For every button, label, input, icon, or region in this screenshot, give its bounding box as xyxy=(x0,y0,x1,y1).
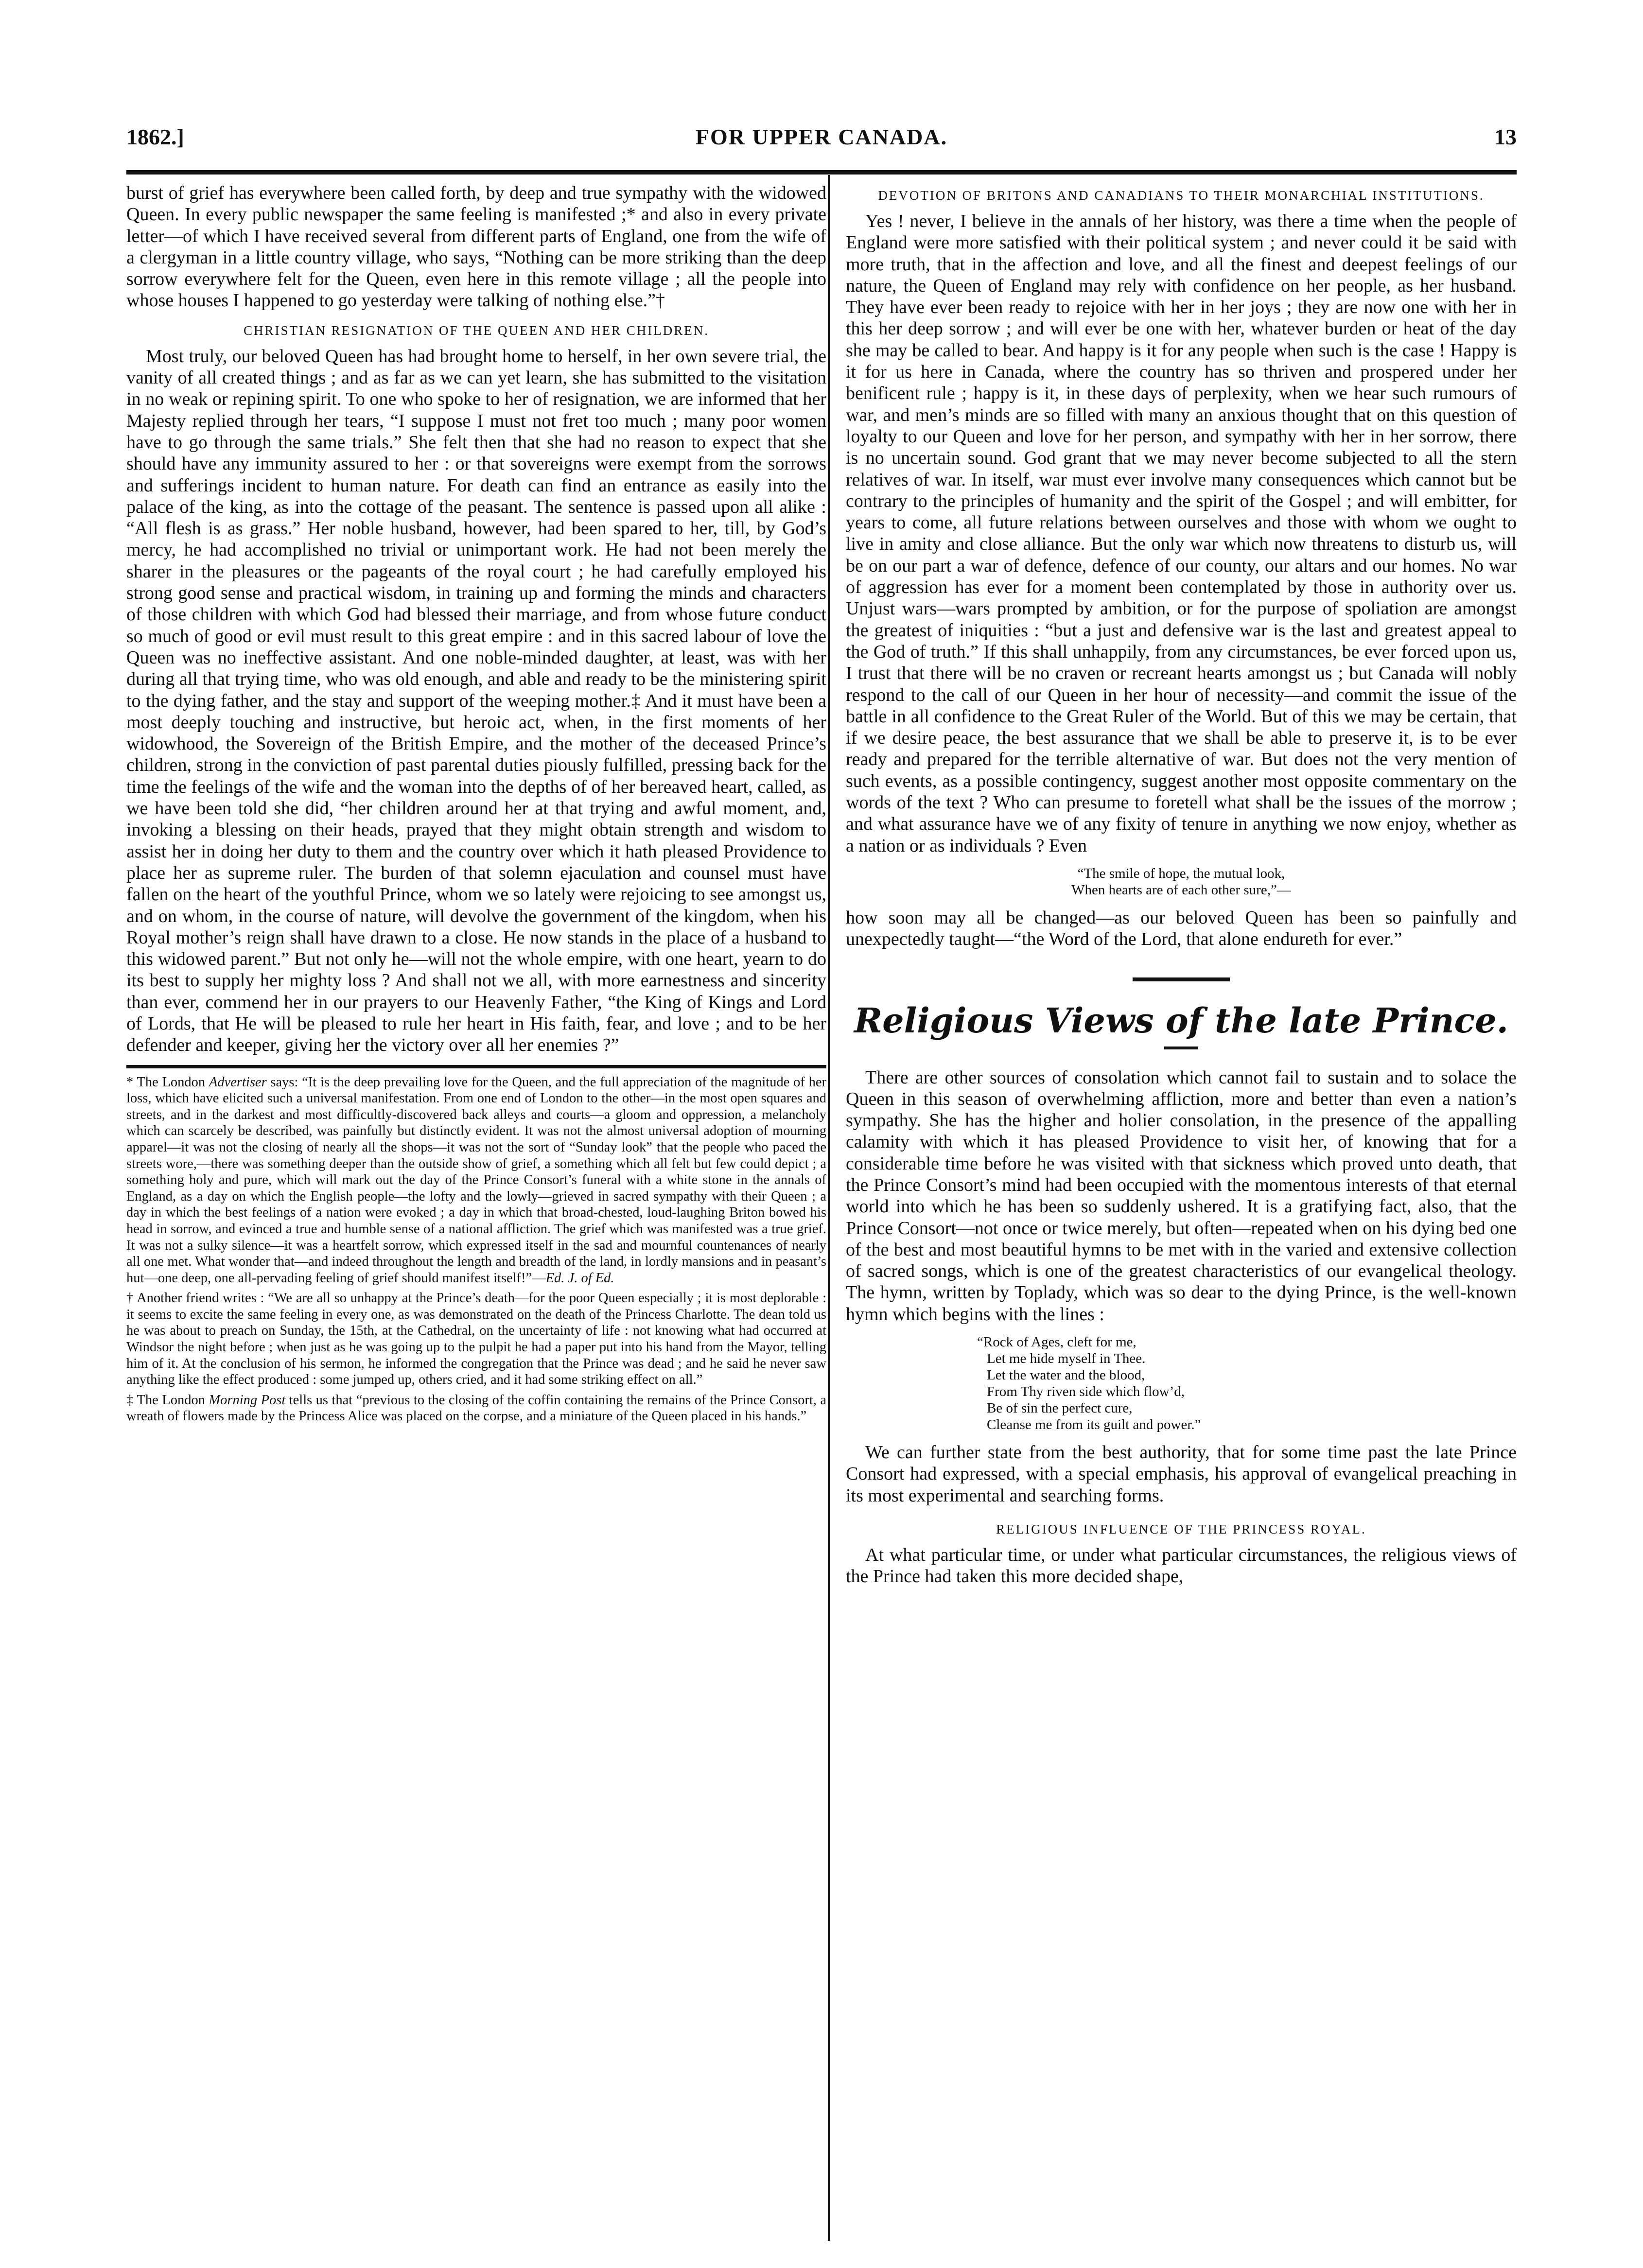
footnote-advertiser-credit: Ed. J. of Ed. xyxy=(545,1270,614,1286)
running-head xyxy=(126,124,1517,163)
footnote-morning-post-source: Morning Post xyxy=(209,1392,286,1408)
page-number: 13 xyxy=(1494,124,1517,149)
subhead-princess-royal: RELIGIOUS INFLUENCE OF THE PRINCESS ROYAL. xyxy=(996,1521,1366,1536)
column-divider xyxy=(828,175,830,2241)
hymn-line: Be of sin the perfect cure, xyxy=(987,1400,1133,1416)
right-column xyxy=(846,182,1517,1588)
header-rule xyxy=(126,170,1517,174)
footnote-morning-post-pre: ‡ The London xyxy=(126,1392,209,1408)
footnote-advertiser-source: Advertiser xyxy=(209,1074,267,1090)
footnote-advertiser-body: says: “It is the deep prevailing love for the Queen, and the full appreciation of the magnitude of her loss, which have elicited such a universal manifestation. From one end of London to the other—in the most open squares and streets, and in the darkest and most difficultly-discovered back alleys and courts—a gloom and oppression, a melancholy which can scarcely be described, was painfully but distinctly evident. It was not the almost universal adoption of mourning apparel—it was not the closing of nearly all the shops—it was not the sort of “Sunday look” that the people who paced the streets wore,—there was something deeper than the outside show of grief, a something which all felt but few could depict ; a something holy and pure, which will mark out the day of the Prince Consort’s funeral with a white stone in the annals of England, as a day on which the English people—the lofty and the lowly—grieved in sacred sympathy with their Queen ; a day in which the best feelings of a nation were evoked ; a day in which that broad-chested, loud-laughing Briton bowed his head in sorrow, and evinced a true and humble sense of a national affliction. The grief which was manifested was a true grief. It was not a sulky silence—it was a heartfelt sorrow, which expressed itself in the sad and mournful countenances of nearly all one met. What wonder that—and indeed throughout the length and breadth of the land, in lordly mansions and in peasant’s hut—one deep, one all-pervading feeling of grief should manifest itself!”— xyxy=(126,1074,826,1286)
hymn-line: Let the water and the blood, xyxy=(987,1367,1145,1383)
paragraph-consolation: There are other sources of consolation which cannot fail to sustain and to solace the Queen in this season of overwhelming affliction, more and better than even a nation’s sympathy. She has the higher and holier consolation, in the presence of the appalling calamity with which it has pleased Providence to visit her, of knowing that for a considerable time before he was visited with that sickness which proved unto death, that the Prince Consort’s mind had been occupied with the momentous interests of that eternal world into which he has been so suddenly ushered. It is a gratifying fact, also, that the Prince Consort—not once or twice merely, but often—repeated when on his dying bed one of the best and most beautiful hymns to be met with in the varied and extensive collection of sacred songs, which is one of the greatest characteristics of our evangelical theology. The hymn, written by Toplady, which was so dear to the dying Prince, is the well-known hymn which begins with the lines : xyxy=(846,1067,1517,1325)
paragraph-devotion: Yes ! never, I believe in the annals of her history, was there a time when the people of England were more satisfied with their political system ; and never could it be said with more truth, that in the affection and love, and all the finest and deepest feelings of our nature, the Queen of England may rely with confidence on her people, as her husband. They have ever been ready to rejoice with her in her joys ; they are now one with her in this her deep sorrow ; and will ever be one with her, whatever burden or heat of the day she may be called to bear. And happy is it for any people when such is the case ! Happy is it for us here in Canada, where the country has so thriven and prospered under her benificent rule ; happy is it, in these days of perplexity, when we hear such rumours of war, and men’s minds are so filled with many an anxious thought that on this question of loyalty to our Queen and love for her person, and sympathy with her in her sorrow, there is no uncertain sound. God grant that we may never become subjected to all the stern relatives of war. In itself, war must ever involve many consequences which cannot but be contrary to the principles of humanity and the spirit of the Gospel ; and will embitter, for years to come, all future relations between ourselves and those with whom we ought to live in amity and close alliance. But the only war which now threatens to disturb us, will be on our part a war of defence, defence of our county, our altars and our homes. No war of aggression has ever for a moment been contemplated by those in authority over us. Unjust wars—wars prompted by ambition, or for the purpose of spoliation are amongst the greatest of iniquities : “but a just and defensive war is the last and greatest appeal to the God of truth.” If this shall unhappily, from any circumstances, be ever forced upon us, I trust that there will be no craven or recreant hearts amongst us ; but Canada will nobly respond to the call of our Queen in her hour of necessity—and commit the issue of the battle in all confidence to the Great Ruler of the World. But of this we may be certain, that if we desire peace, the best assurance that we shall be able to preserve it, is to be ever ready and prepared for the terrible alternative of war. But does not the very mention of such events, as a possible contingency, suggest another most opposite commentary on the words of the text ? Who can presume to foretell what shall be the issues of the morrow ; and what assurance have we of any fixity of tenure in anything we now enjoy, whether as a nation or as individuals ? Even xyxy=(846,211,1517,856)
header-title: FOR UPPER CANADA. xyxy=(695,124,948,149)
subhead-christian-resignation: CHRISTIAN RESIGNATION OF THE QUEEN AND HER CHILDREN. xyxy=(244,323,709,338)
footnote-morning-post xyxy=(126,1392,826,1425)
hymn-line: From Thy riven side which flow’d, xyxy=(987,1384,1185,1400)
header-year: 1862.] xyxy=(126,124,184,149)
hymn-line: Cleanse me from its guilt and power.” xyxy=(987,1417,1201,1433)
hymn-line: “Rock of Ages, cleft for me, xyxy=(977,1334,1136,1350)
footnote-friend-letter: † Another friend writes : “We are all so unhappy at the Prince’s death—for the poor Queen especially ; it is most deplorable : it seems to excite the same feeling in every one, as was demonstrated on the death of the Princess Charlotte. The dean told us he was about to preach on Sunday, the 15th, at the Cathedral, on the uncertainty of life : not knowing what had occurred at Windsor the night before ; when just as he was going up to the pulpit he had a paper put into his hand from the Mayor, telling him of it. At the conclusion of his sermon, he informed the congregation that the Prince was dead ; and he said he never saw anything like the effect produced : some jumped up, others cried, and it had some striking effect on all.” xyxy=(126,1291,826,1388)
subhead-devotion: DEVOTION OF BRITONS AND CANADIANS TO THEIR MONARCHIAL INSTITUTIONS. xyxy=(878,188,1485,203)
paragraph-resignation: Most truly, our beloved Queen has had brought home to herself, in her own severe trial, the vanity of all created things ; and as far as we can yet learn, she has submitted to the visitation in no weak or repining spirit. To one who spoke to her of resignation, we are informed that her Majesty replied through her tears, “I suppose I must not fret too much ; many poor women have to go through the same trials.” She felt then that she had no reason to expect that she should have any immunity assured to her : or that sovereigns were exempt from the sorrows and sufferings incident to human nature. For death can find an entrance as easily into the palace of the king, as into the cottage of the peasant. The sentence is passed upon all alike : “All flesh is as grass.” Her noble husband, however, had been spared to her, till, by God’s mercy, he had accomplished no trivial or unimportant work. He had not been merely the sharer in the pleasures or the pageants of the royal court ; he had carefully employed his strong good sense and practical wisdom, in training up and forming the minds and characters of those children with which God had blessed their marriage, and from whose future conduct so much of good or evil must result to this great empire : and in this sacred labour of love the Queen was no ineffective assistant. And one noble-minded daughter, at least, was with her during all that trying time, who was old enough, and able and ready to be the ministering spirit to the dying father, and the stay and support of the weeping mother.‡ And it must have been a most deeply touching and instructive, but heroic act, when, in the first moments of her widowhood, the Sovereign of the British Empire, and the mother of the deceased Prince’s children, strong in the conviction of past parental duties piously fulfilled, pressing back for the time the feelings of the wife and the woman into the depths of of her bereaved heart, called, as we have been told she did, “her children around her at that trying and awful moment, and, invoking a blessing on their heads, prayed that they might obtain strength and wisdom to assist her in doing her duty to them and the country over which it hath pleased Providence to place her as supreme ruler. The burden of that solemn ejaculation and counsel must have fallen on the heart of the youthful Prince, whom we so lately were rejoicing to see amongst us, and on whom, in the course of nature, will devolve the government of the kingdom, when his Royal mother’s reign shall have drawn to a close. He now stands in the place of a husband to this widowed parent.” But not only he—will not the whole empire, with one heart, yearn to do its best to supply her mighty loss ? And shall not we all, with more earnestness and sincerity than ever, commend her in our prayers to our Heavenly Father, “the King of Kings and Lord of Lords, that He will be pleased to rule her heart in His faith, fear, and love ; and to be her defender and keeper, giving her the victory over all her enemies ?” xyxy=(126,346,826,1056)
section-rule xyxy=(1133,977,1230,981)
paragraph-princess-royal: At what particular time, or under what particular circumstances, the religious views of the Prince had taken this more decided shape, xyxy=(846,1544,1517,1587)
hymn-rock-of-ages xyxy=(846,1334,1517,1433)
paragraph-word-of-lord: how soon may all be changed—as our beloved Queen has been so painfully and unexpectedly taught—“the Word of the Lord, that alone endureth for ever.” xyxy=(846,907,1517,950)
left-column xyxy=(126,182,826,1425)
quote-smile-of-hope xyxy=(846,865,1517,898)
quote-line: When hearts are of each other sure,”— xyxy=(1071,882,1291,898)
footnote-advertiser-pre: * The London xyxy=(126,1074,209,1090)
footnote-rule xyxy=(126,1065,826,1068)
quote-line: “The smile of hope, the mutual look, xyxy=(1077,865,1285,881)
footnote-advertiser xyxy=(126,1074,826,1287)
paragraph-evangelical-preaching: We can further state from the best authority, that for some time past the late Prince Consort had expressed, with a special emphasis, his approval of evangelical preaching in its most experimental and searching forms. xyxy=(846,1442,1517,1506)
footnote-morning-post-body: tells us that “previous to the closing of the coffin containing the remains of the Prince Consort, a wreath of flowers made by the Princess Alice was placed on the corpse, and a miniature of the Queen placed in his hands.” xyxy=(126,1392,826,1424)
section-title-rule xyxy=(1164,1047,1198,1049)
hymn-line: Let me hide myself in Thee. xyxy=(987,1351,1146,1367)
paragraph-grief: burst of grief has everywhere been called forth, by deep and true sympathy with the widowed Queen. In every public newspaper the same feeling is manifested ;* and also in every private letter—of which I have received several from different parts of England, one from the wife of a clergyman in a little country village, who says, “Nothing can be more striking than the deep sorrow everywhere felt for the Queen, even here in this remote village ; all the people into whose houses I happened to go yesterday were talking of nothing else.”† xyxy=(126,183,826,311)
section-title: Religious Views of the late Prince. xyxy=(854,1000,1509,1041)
